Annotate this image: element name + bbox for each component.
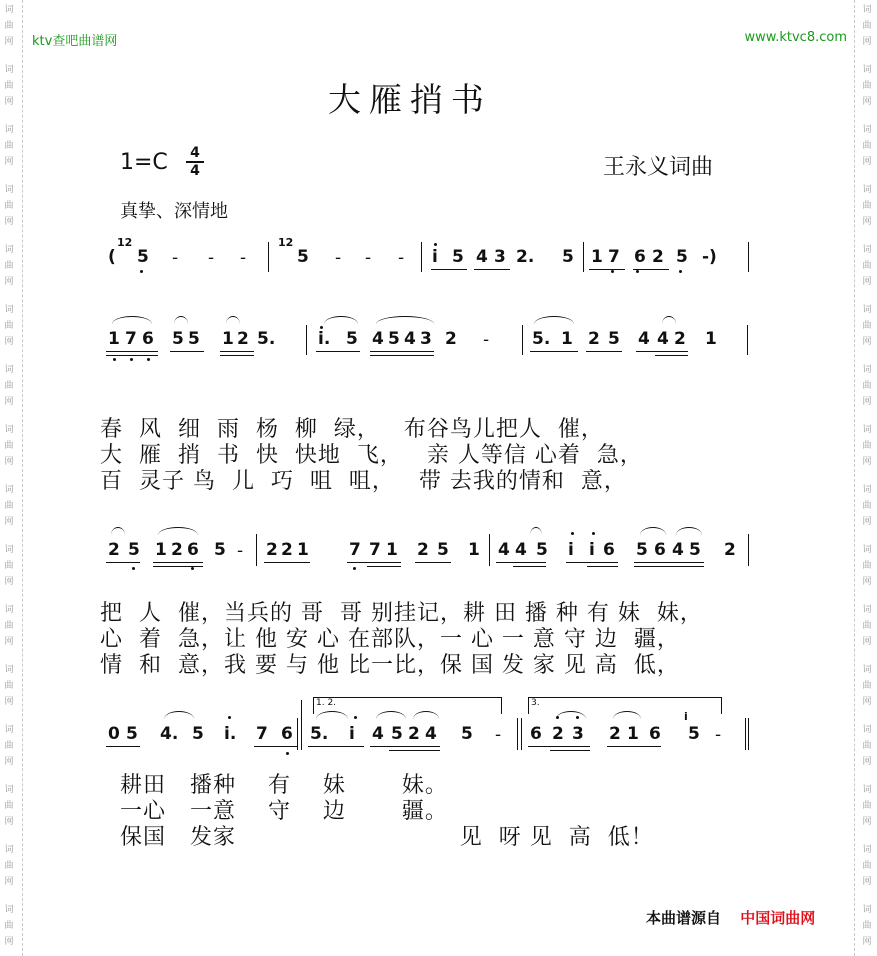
watermark-text: 词 曲 网 xyxy=(862,5,872,47)
note: 2 xyxy=(445,329,457,349)
underline xyxy=(254,746,298,747)
note: 5. xyxy=(532,329,551,349)
note: - xyxy=(335,248,342,268)
watermark-text: 词 曲 网 xyxy=(862,305,872,347)
lyric-line: 情 和 意，我 要 与 他 比一比，保 国 发 家 见 高 低， xyxy=(100,653,680,678)
note: 5 xyxy=(562,247,574,267)
watermark-text: 词 曲 网 xyxy=(4,485,14,527)
site-name-left: ktv查吧曲谱网 xyxy=(32,34,118,49)
watermark-text: 词 曲 网 xyxy=(4,245,14,287)
underline xyxy=(655,355,688,356)
dot-below xyxy=(132,567,135,570)
lyric-line: 耕田 播种 有 妹 妹。 xyxy=(120,773,448,798)
time-signature-bottom: 4 xyxy=(190,163,200,179)
note: 6 xyxy=(142,329,154,349)
note: - xyxy=(208,248,215,268)
note: 6 xyxy=(603,540,615,560)
underline xyxy=(586,351,622,352)
note: 5 xyxy=(214,540,226,560)
watermark-text: 词 曲 网 xyxy=(862,125,872,167)
note: 1 xyxy=(108,329,120,349)
note: 2 xyxy=(281,540,293,560)
dot-above xyxy=(434,243,437,246)
note: 4 xyxy=(404,329,416,349)
note: 7 xyxy=(349,540,361,560)
lyric-line: 把 人 催，当兵的 哥 哥 别挂记，耕 田 播 种 有 妹 妹， xyxy=(100,601,703,626)
barline xyxy=(748,534,749,566)
lyric-line: 心 着 急，让 他 安 心 在部队，一 心 一 意 守 边 疆， xyxy=(100,627,680,652)
note: 5 xyxy=(388,329,400,349)
slur xyxy=(662,316,676,324)
note: 1 xyxy=(705,329,717,349)
note: 5 xyxy=(608,329,620,349)
note: 3 xyxy=(420,329,432,349)
dot-above xyxy=(592,532,595,535)
thick xyxy=(745,718,746,750)
watermark-text: 词 曲 网 xyxy=(4,605,14,647)
watermark-text: 词 曲 网 xyxy=(4,845,14,887)
note: 5 xyxy=(636,540,648,560)
note: 5 xyxy=(188,329,200,349)
note: 1 xyxy=(627,724,639,744)
footer-label: 本曲谱源自 xyxy=(646,909,722,927)
underline xyxy=(370,355,434,356)
watermark-text: 词 曲 网 xyxy=(4,545,14,587)
lyric-line: 大 雁 捎 书 快 快地 飞， 亲 人等信 心着 急， xyxy=(100,443,643,468)
watermark-text: 词 曲 网 xyxy=(4,125,14,167)
underline xyxy=(636,351,688,352)
note: 5. xyxy=(257,329,276,349)
note: 5 xyxy=(536,540,548,560)
lyric-line: 一心 一意 守 边 疆。 xyxy=(120,799,448,824)
note: 1 xyxy=(386,540,398,560)
note: 2 xyxy=(652,247,664,267)
note: - xyxy=(172,248,179,268)
note: 4 xyxy=(672,540,684,560)
note: 7 xyxy=(256,724,268,744)
barline xyxy=(583,242,584,272)
barline xyxy=(306,325,307,355)
dot-above xyxy=(556,716,559,719)
time-signature-top: 4 xyxy=(190,145,200,161)
note: 2 xyxy=(588,329,600,349)
watermark-text: 词 曲 网 xyxy=(4,725,14,767)
note: 4 xyxy=(372,329,384,349)
watermark-text: 词 曲 网 xyxy=(862,485,872,527)
note: i xyxy=(349,724,355,744)
note: 1 xyxy=(222,329,234,349)
dot-below xyxy=(140,270,143,273)
watermark-text: 词 曲 网 xyxy=(862,785,872,827)
volta-bracket: 1. 2. xyxy=(313,697,502,714)
underline xyxy=(220,351,254,352)
note: 5. xyxy=(310,724,329,744)
note: i xyxy=(432,247,438,267)
underline xyxy=(153,566,203,567)
note: 5 xyxy=(137,247,149,267)
source-footer xyxy=(646,907,815,928)
note: 2 xyxy=(724,540,736,560)
note: 3 xyxy=(494,247,506,267)
slur xyxy=(534,316,574,324)
underline xyxy=(513,566,546,567)
note: 6 xyxy=(649,724,661,744)
underline xyxy=(496,562,546,563)
note: - xyxy=(483,330,490,350)
slur xyxy=(324,316,358,324)
underline xyxy=(550,750,590,751)
barline xyxy=(421,242,422,272)
watermark-text: 词 曲 网 xyxy=(862,425,872,467)
underline xyxy=(431,269,467,270)
note: 4 xyxy=(425,724,437,744)
note: 2 xyxy=(408,724,420,744)
slur xyxy=(111,527,125,535)
underline xyxy=(389,750,440,751)
note: 4 xyxy=(657,329,669,349)
dot-below xyxy=(113,358,116,361)
dot-above xyxy=(228,716,231,719)
watermark-text: 词 曲 网 xyxy=(4,5,14,47)
credit: 王永义词曲 xyxy=(603,155,714,180)
watermark-text: 词 曲 网 xyxy=(4,905,14,947)
song-title: 大雁捎书 xyxy=(328,80,492,119)
barline xyxy=(747,325,748,355)
watermark-text: 词 曲 网 xyxy=(4,185,14,227)
slur xyxy=(158,527,198,535)
barline xyxy=(748,718,749,750)
note: 5 xyxy=(297,247,309,267)
site-url-right: www.ktvc8.com xyxy=(744,30,847,45)
note: 4. xyxy=(160,724,179,744)
watermark-text: 词 曲 网 xyxy=(862,365,872,407)
expression-mark: 真挚、深情地 xyxy=(120,201,228,222)
note: 4 xyxy=(638,329,650,349)
watermark-text: 词 曲 网 xyxy=(4,305,14,347)
watermark-text: 词 曲 网 xyxy=(862,545,872,587)
note: 5 xyxy=(172,329,184,349)
note: 5 xyxy=(391,724,403,744)
note: i xyxy=(568,540,574,560)
dot-above xyxy=(320,326,323,329)
thick xyxy=(517,718,518,750)
underline xyxy=(415,562,451,563)
note: 2 xyxy=(609,724,621,744)
note: 7 xyxy=(125,329,137,349)
note: i xyxy=(589,540,595,560)
underline xyxy=(106,746,140,747)
note: 2 xyxy=(674,329,686,349)
note: - xyxy=(240,248,247,268)
underline xyxy=(308,746,364,747)
note: 5 xyxy=(461,724,473,744)
note: ( xyxy=(108,247,116,267)
dot-below xyxy=(286,752,289,755)
slur xyxy=(174,316,188,324)
note: i. xyxy=(318,329,331,349)
watermark-text: 词 曲 网 xyxy=(862,725,872,767)
underline xyxy=(587,566,618,567)
watermark-text: 词 曲 网 xyxy=(862,845,872,887)
underline xyxy=(607,746,661,747)
grace-note: 12 xyxy=(278,236,294,249)
note: 5 xyxy=(346,329,358,349)
barline xyxy=(268,242,269,272)
note: i. xyxy=(224,724,237,744)
underline xyxy=(528,746,590,747)
watermark-text: 词 曲 网 xyxy=(4,65,14,107)
underline xyxy=(153,562,203,563)
watermark-text: 词 曲 网 xyxy=(4,665,14,707)
underline xyxy=(566,562,618,563)
note: 2 xyxy=(417,540,429,560)
note: 1 xyxy=(155,540,167,560)
barline xyxy=(301,700,302,750)
key-signature: 1=C xyxy=(120,150,168,175)
slur xyxy=(640,527,666,535)
note: 2 xyxy=(171,540,183,560)
note: 5 xyxy=(128,540,140,560)
note: 6 xyxy=(187,540,199,560)
note: 2 xyxy=(108,540,120,560)
note: - xyxy=(398,248,405,268)
slur xyxy=(112,316,152,324)
watermark-text: 词 曲 网 xyxy=(862,65,872,107)
underline xyxy=(589,269,625,270)
note: 5 xyxy=(688,724,700,744)
watermark-text: 词 曲 网 xyxy=(862,185,872,227)
underline xyxy=(106,562,140,563)
dot-below xyxy=(353,567,356,570)
watermark-text: 词 曲 网 xyxy=(4,425,14,467)
note: 2 xyxy=(552,724,564,744)
note: 2. xyxy=(516,247,535,267)
underline xyxy=(634,566,704,567)
note: 0 xyxy=(108,724,120,744)
note: 3 xyxy=(572,724,584,744)
dot-below xyxy=(130,358,133,361)
note: 5 xyxy=(126,724,138,744)
dot-above xyxy=(571,532,574,535)
note: 4 xyxy=(498,540,510,560)
note: 5 xyxy=(452,247,464,267)
dot-below xyxy=(147,358,150,361)
barline xyxy=(521,718,522,750)
barline xyxy=(256,534,257,566)
note: - xyxy=(365,248,372,268)
note: 1 xyxy=(561,329,573,349)
note: 1 xyxy=(297,540,309,560)
underline xyxy=(474,269,510,270)
note: 5 xyxy=(689,540,701,560)
grace-note: i xyxy=(684,710,688,723)
note: 1 xyxy=(591,247,603,267)
underline xyxy=(370,746,440,747)
dot-above xyxy=(354,716,357,719)
lyric-line: 百 灵子 鸟 儿 巧 咀 咀， 带 去我的情和 意， xyxy=(100,469,627,494)
watermark-text: 词 曲 网 xyxy=(862,665,872,707)
underline xyxy=(367,566,401,567)
watermark-text: 词 曲 网 xyxy=(4,785,14,827)
volta-bracket: 3. xyxy=(528,697,722,714)
underline xyxy=(106,351,158,352)
note: 7 xyxy=(608,247,620,267)
lyric-line: 春 风 细 雨 杨 柳 绿， 布谷鸟儿把人 催， xyxy=(100,417,604,442)
lyric-line: 保国 发家 见 呀 见 高 低！ xyxy=(120,825,654,850)
note: 6 xyxy=(281,724,293,744)
watermark-text: 词 曲 网 xyxy=(862,605,872,647)
underline xyxy=(106,355,158,356)
underline xyxy=(530,351,578,352)
slur xyxy=(676,527,702,535)
slur xyxy=(376,316,434,324)
note: 5 xyxy=(437,540,449,560)
underline xyxy=(264,562,310,563)
note: - xyxy=(715,725,722,745)
note: 2 xyxy=(237,329,249,349)
slur xyxy=(164,711,194,719)
barline xyxy=(748,242,749,272)
slur xyxy=(226,316,240,324)
note: 5 xyxy=(676,247,688,267)
note: 6 xyxy=(654,540,666,560)
note: 5 xyxy=(192,724,204,744)
note: 4 xyxy=(476,247,488,267)
watermark-text: 词 曲 网 xyxy=(4,365,14,407)
note: - xyxy=(237,541,244,561)
grace-note: 12 xyxy=(117,236,133,249)
dot-below xyxy=(636,270,639,273)
dot-above xyxy=(576,716,579,719)
underline xyxy=(170,351,204,352)
note: 6 xyxy=(634,247,646,267)
watermark-text: 词 曲 网 xyxy=(862,905,872,947)
note: 7 xyxy=(369,540,381,560)
note: 1 xyxy=(468,540,480,560)
underline xyxy=(347,562,401,563)
barline xyxy=(522,325,523,355)
watermark-text: 词 曲 网 xyxy=(862,245,872,287)
footer-brand: 中国词曲网 xyxy=(740,909,816,927)
note: 6 xyxy=(530,724,542,744)
note: 4 xyxy=(372,724,384,744)
underline xyxy=(634,562,704,563)
dot-below xyxy=(191,567,194,570)
note: - xyxy=(495,725,502,745)
underline xyxy=(220,355,254,356)
dot-below xyxy=(611,270,614,273)
underline xyxy=(316,351,360,352)
note: 2 xyxy=(266,540,278,560)
note: 4 xyxy=(515,540,527,560)
dot-below xyxy=(679,270,682,273)
note: -) xyxy=(702,247,717,267)
barline xyxy=(489,534,490,566)
underline xyxy=(370,351,434,352)
slur xyxy=(530,527,542,535)
